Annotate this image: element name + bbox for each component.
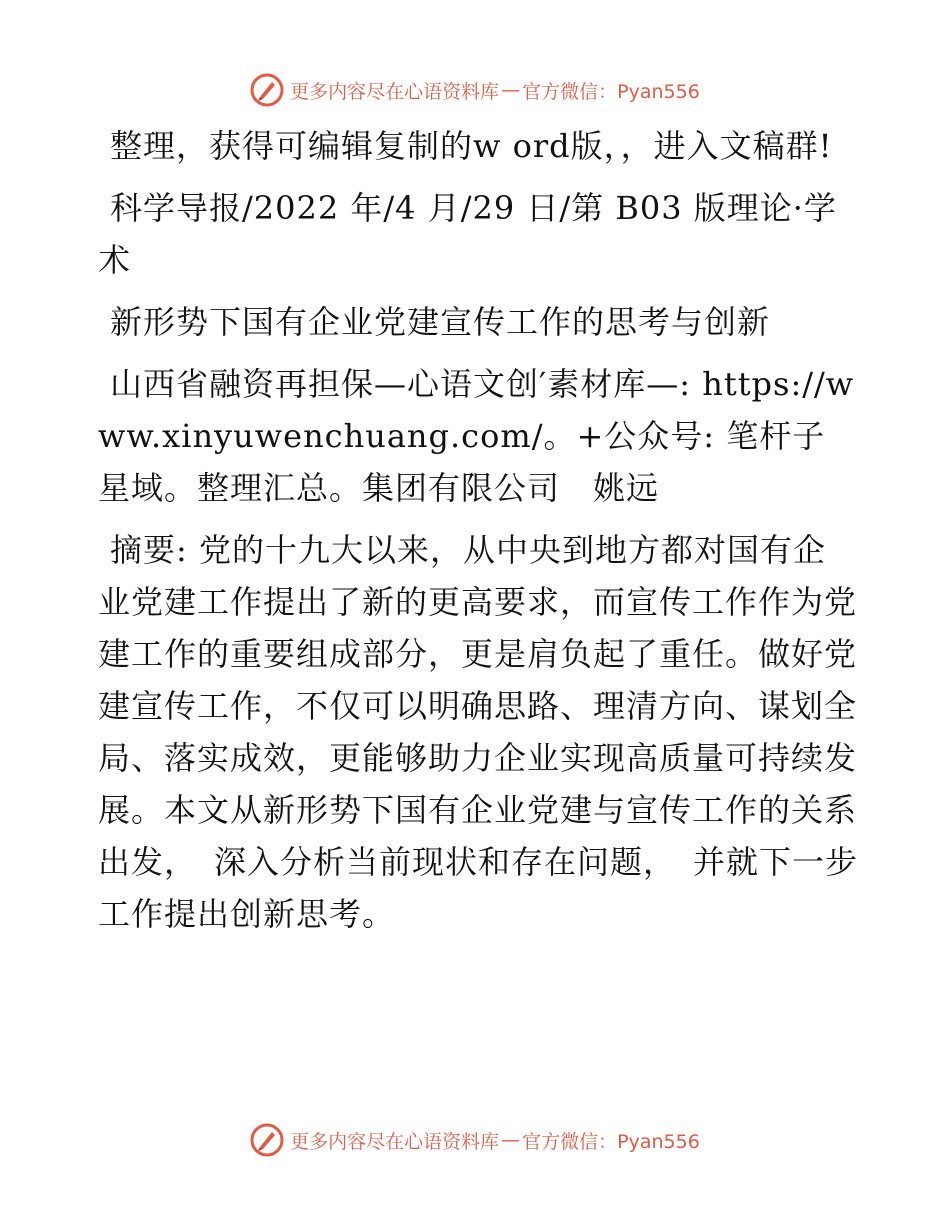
watermark-wechat: 官方微信：Pyan556 (522, 1130, 700, 1153)
header-watermark-banner (0, 70, 950, 110)
watermark-separator: — (501, 79, 521, 101)
watermark-wechat: 官方微信：Pyan556 (522, 80, 700, 103)
paragraph-abstract: 摘要: 党的十九大以来，从中央到地方都对国有企业党建工作提出了新的更高要求，而宣传工作作为党建工作的重要组成部分，更是肩负起了重任。做好党建宣传工作，不仅可以明确思路、理清方向、谋划全局、落实成效，更能够助力企业实现高质量可持续发展。本文从新形势下国有企业党建与宣传工作的关系出发， 深入分析当前现状和存在问题， 并就下一步工作提出创新思考。 (98, 531, 859, 933)
watermark-text: 更多内容尽在心语资料库 (290, 80, 500, 103)
paragraph-author: 山西省融资再担保—心语文创′素材库—: https://www.xinyuwenchuang.com/。+公众号: 笔杆子星域。整理汇总。集团有限公司 姚远 (98, 365, 855, 507)
paragraph-intro-note: 整理，获得可编辑复制的w ord版，，进入文稿群! (110, 127, 833, 165)
document-body (98, 120, 858, 940)
footer-watermark-banner (0, 1120, 950, 1160)
article-title: 新形势下国有企业党建宣传工作的思考与创新 (110, 303, 771, 341)
brush-pen-logo-icon (250, 73, 284, 107)
watermark-text: 更多内容尽在心语资料库 (290, 1130, 500, 1153)
brush-pen-logo-icon (250, 1123, 284, 1157)
watermark-separator: — (501, 1129, 521, 1151)
paragraph-source: 科学导报/2022 年/4 月/29 日/第 B03 版理论·学术 (98, 189, 837, 279)
